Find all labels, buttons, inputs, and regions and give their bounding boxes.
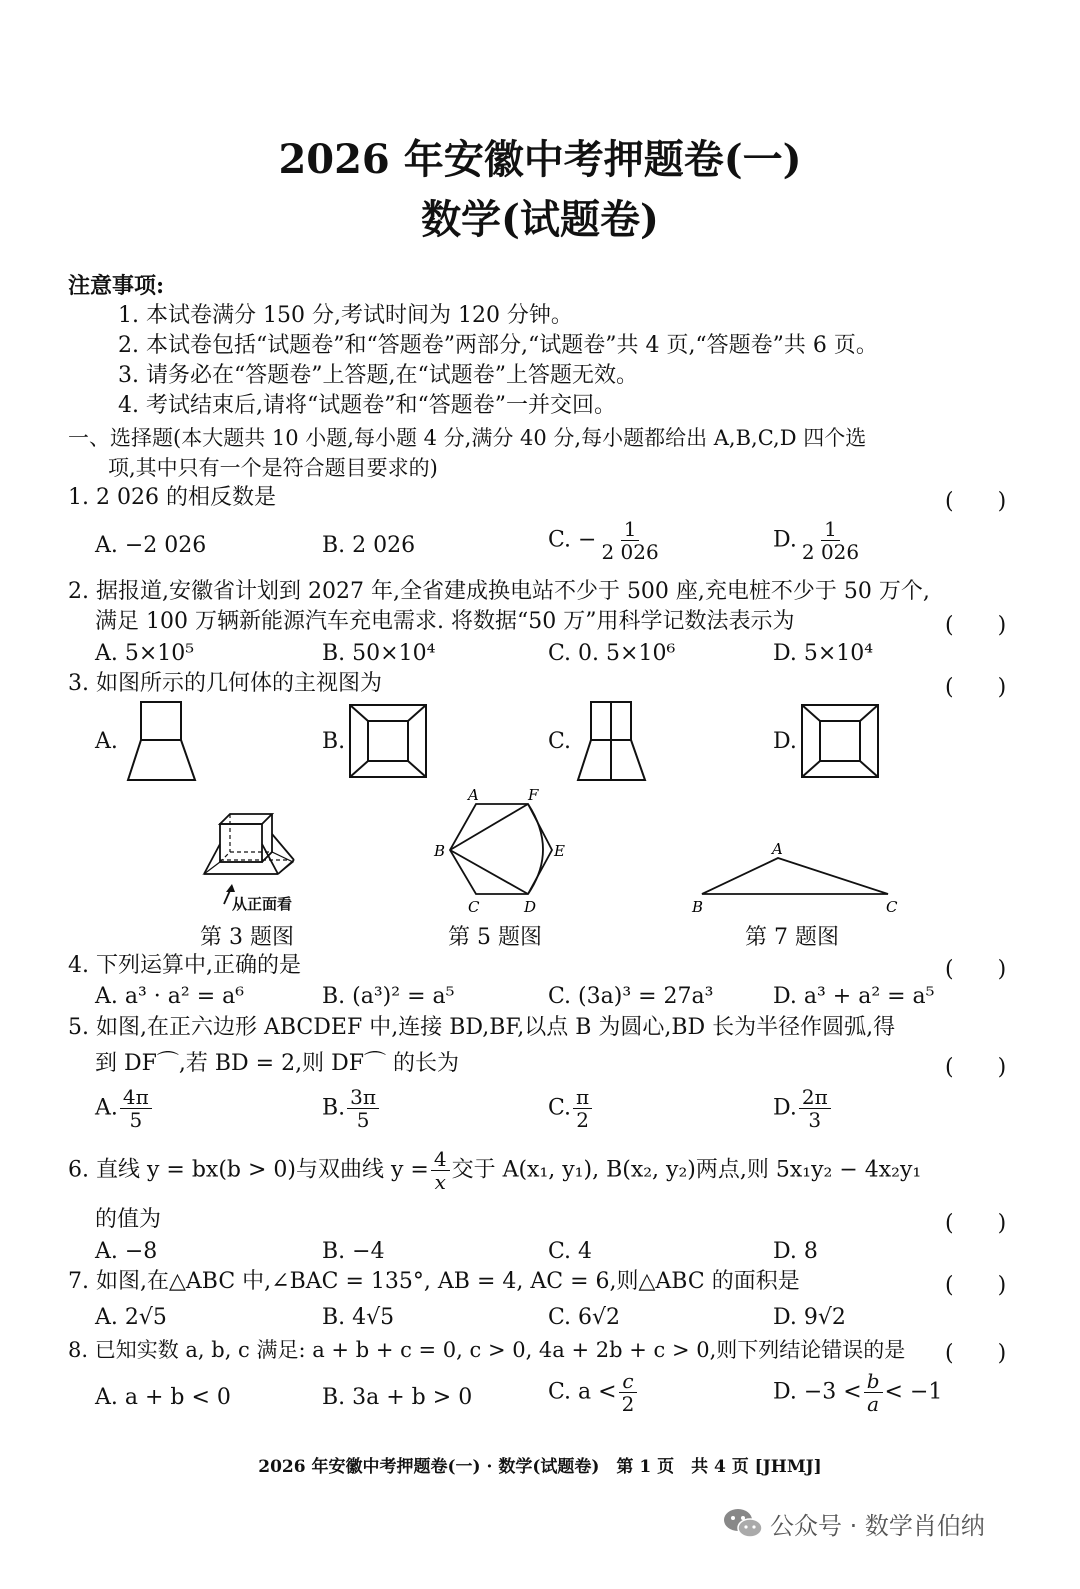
q6-option-c: C. 4 [548, 1239, 593, 1264]
hex-label-f: F [528, 788, 539, 804]
q3-option-b-figure [348, 703, 430, 781]
watermark-text: 公众号 · 数学肖伯纳 [770, 1512, 985, 1540]
hex-label-c: C [468, 898, 480, 916]
q6-option-b: B. −4 [322, 1239, 385, 1264]
figure-7-caption: 第 7 题图 [745, 925, 839, 950]
q7-option-a: A. 2√5 [95, 1305, 167, 1330]
q6-option-a: A. −8 [95, 1239, 158, 1264]
question-3-stem: 3. 如图所示的几何体的主视图为 [68, 671, 382, 696]
q4-option-c: C. (3a)³ = 27a³ [548, 984, 714, 1009]
q1-option-c: C. − $\frac{1}{2 026}$ [548, 517, 659, 564]
q7-option-b: B. 4√5 [322, 1305, 395, 1330]
notes-item-2: 2. 本试卷包括“试题卷”和“答题卷”两部分,“试题卷”共 4 页,“答题卷”共 6 页。 [118, 333, 878, 358]
figure-5-caption: 第 5 题图 [448, 925, 542, 950]
page-subtitle: 数学(试题卷) [421, 196, 659, 243]
answer-paren-1: ( ) [945, 489, 1007, 514]
question-5-line1: 5. 如图,在正六边形 ABCDEF 中,连接 BD,BF,以点 B 为圆心,BD 长为半径作圆弧,得 [68, 1015, 896, 1040]
q6-option-d: D. 8 [773, 1239, 818, 1264]
hex-label-e: E [554, 842, 565, 860]
hex-label-b: B [434, 842, 446, 860]
q3-option-c-figure [575, 700, 649, 784]
q3-option-c-label: C. [548, 729, 572, 754]
question-6-line1: 6. 直线 y = bx(b > 0)与双曲线 y = $\frac{4}{x}$ 交于 A(x₁, y₁), B(x₂, y₂)两点,则 5x₁y₂ − 4x₂y₁ [68, 1147, 922, 1194]
question-6-line2: 的值为 [95, 1207, 162, 1232]
q8-option-c: C. a < $\frac{c}{2}$ [548, 1370, 639, 1415]
answer-paren-6: ( ) [945, 1211, 1007, 1236]
hex-label-a: A [468, 788, 479, 804]
page-title: 2026 年安徽中考押题卷(一) [278, 136, 802, 183]
q5-option-d: D. $\frac{2\pi}{3}$ [773, 1086, 833, 1131]
question-2-line1: 2. 据报道,安徽省计划到 2027 年,全省建成换电站不少于 500 座,充电桩不少于 50 万个, [68, 579, 930, 604]
tri-label-b: B [692, 898, 704, 916]
tri-label-a: A [772, 840, 783, 858]
q1-option-a: A. −2 026 [95, 533, 207, 558]
tri-label-c: C [886, 898, 898, 916]
q1-option-b: B. 2 026 [322, 533, 416, 558]
answer-paren-2: ( ) [945, 613, 1007, 638]
notes-heading: 注意事项: [68, 273, 165, 299]
q1-option-d: D. $\frac{1}{2 026}$ [773, 517, 860, 564]
q4-option-d: D. a³ + a² = a⁵ [773, 984, 935, 1009]
q5-option-a: A. $\frac{4\pi}{5}$ [95, 1086, 154, 1131]
question-1-stem: 1. 2 026 的相反数是 [68, 485, 276, 510]
q8-option-b: B. 3a + b > 0 [322, 1385, 473, 1410]
q3-option-b-label: B. [322, 729, 346, 754]
q3-option-d-figure [800, 703, 882, 781]
answer-paren-5: ( ) [945, 1055, 1007, 1080]
notes-item-4: 4. 考试结束后,请将“试题卷”和“答题卷”一并交回。 [118, 393, 616, 418]
q8-option-d: D. −3 < $\frac{b}{a}$ < −1 [773, 1369, 943, 1416]
figure-3-caption: 第 3 题图 [200, 925, 294, 950]
figure-5-hexagon [428, 788, 578, 918]
question-4-stem: 4. 下列运算中,正确的是 [68, 953, 301, 978]
notes-item-3: 3. 请务必在“答题卷”上答题,在“试题卷”上答题无效。 [118, 363, 638, 388]
question-5-line2: 到 DF⌒,若 BD = 2,则 DF⌒ 的长为 [95, 1051, 459, 1076]
page-footer: 2026 年安徽中考押题卷(一) · 数学(试题卷) 第 1 页 共 4 页 [JHMJ] [258, 1457, 822, 1477]
q4-option-b: B. (a³)² = a⁵ [322, 984, 455, 1009]
q2-option-c: C. 0. 5×10⁶ [548, 641, 676, 666]
answer-paren-7: ( ) [945, 1273, 1007, 1298]
q7-option-d: D. 9√2 [773, 1305, 846, 1330]
figure-3-view-label: 从正面看 [232, 895, 293, 913]
q3-option-d-label: D. [773, 729, 797, 754]
q3-option-a-figure [125, 700, 199, 784]
q4-option-a: A. a³ · a² = a⁶ [95, 984, 245, 1009]
question-7-stem: 7. 如图,在△ABC 中,∠BAC = 135°, AB = 4, AC = 6,则△ABC 的面积是 [68, 1269, 800, 1294]
figure-7-triangle [690, 840, 905, 916]
q8-option-a: A. a + b < 0 [95, 1385, 231, 1410]
q2-option-b: B. 50×10⁴ [322, 641, 436, 666]
question-2-line2: 满足 100 万辆新能源汽车充电需求. 将数据“50 万”用科学记数法表示为 [95, 609, 795, 634]
q2-option-a: A. 5×10⁵ [95, 641, 195, 666]
q3-option-a-label: A. [95, 729, 118, 754]
hex-label-d: D [524, 898, 537, 916]
question-8-stem: 8. 已知实数 a, b, c 满足: a + b + c = 0, c > 0, 4a + 2b + c > 0,则下列结论错误的是 [68, 1338, 906, 1362]
q5-option-c: C. $\frac{\pi}{2}$ [548, 1086, 594, 1131]
q7-option-c: C. 6√2 [548, 1305, 621, 1330]
answer-paren-8: ( ) [945, 1341, 1007, 1366]
notes-item-1: 1. 本试卷满分 150 分,考试时间为 120 分钟。 [118, 303, 573, 328]
q2-option-d: D. 5×10⁴ [773, 641, 874, 666]
section-heading: 一、选择题(本大题共 10 小题,每小题 4 分,满分 40 分,每小题都给出 A,B,C,D 四个选 [68, 426, 867, 450]
q5-option-b: B. $\frac{3\pi}{5}$ [322, 1086, 381, 1131]
answer-paren-3: ( ) [945, 675, 1007, 700]
answer-paren-4: ( ) [945, 957, 1007, 982]
wechat-icon [722, 1506, 764, 1540]
section-heading-cont: 项,其中只有一个是符合题目要求的) [108, 456, 438, 480]
